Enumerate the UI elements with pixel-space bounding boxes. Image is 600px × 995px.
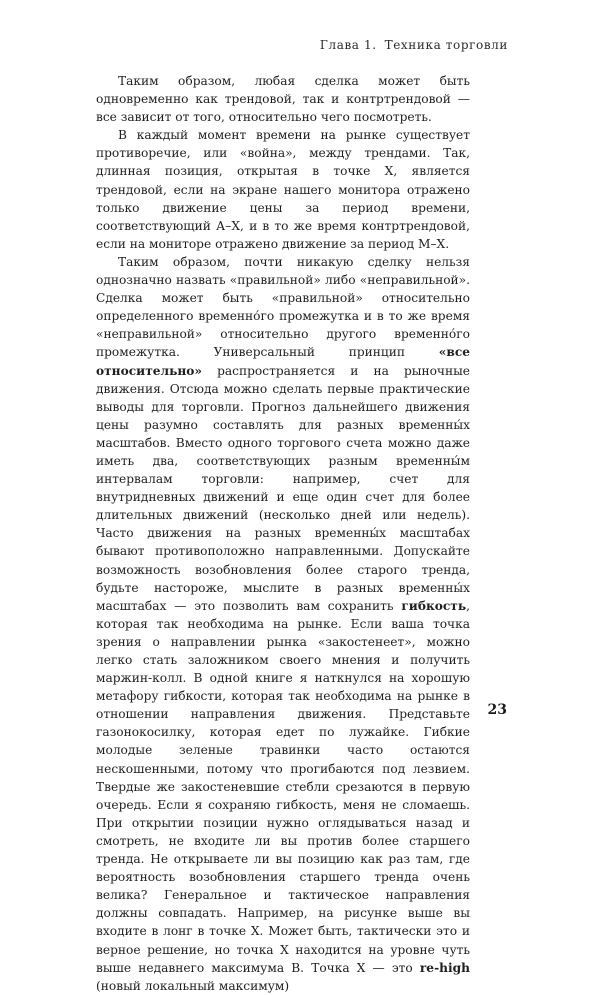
emphasis-re-high: re-high xyxy=(419,960,470,975)
chapter-title: Техника торговли xyxy=(384,38,508,52)
paragraph-3-text-a: Таким образом, почти никакую сделку нельзя однозначно назвать «правильной» либо «неправильной». Сделка может быть «правильной» относительно определенного временно́го промежутка и в то же время «неправильной» относительно другого временно́го промежутка. Универсальный принцип xyxy=(96,254,470,360)
paragraph-3-text-d: (новый локальный максимум) xyxy=(96,978,290,993)
emphasis-flexibility: гибкость xyxy=(401,598,467,613)
paragraph-3-text-b: распространяется и на рыночные движения. Отсюда можно сделать первые практические выводы для торговли. Прогноз дальнейшего движения цены разумно составлять для разных временны́х масштабов. Вместо одного торгового счета можно даже иметь два, соответствующих разным временны́м интервалам торговли: например, счет для внутридневных движений и еще один счет для более длительных движений (несколько дней или недель). Часто движения на разных временны́х масштабах бывают противоположно направленными. Допускайте возможность возобновления более старого тренда, будьте настороже, мыслите в разных временны́х масштабах — это позволить вам сохранить xyxy=(96,363,470,613)
page-body xyxy=(96,72,470,995)
chapter-label: Глава 1. xyxy=(319,38,377,52)
paragraph-3 xyxy=(96,253,470,995)
paragraph-2: В каждый момент времени на рынке существует противоречие, или «война», между трендами. Так, длинная позиция, открытая в точке X, является трендовой, если на экране нашего монитора отражено только движение цены за период времени, соответствующий А–X, и в то же время контртрендовой, если на мониторе отражено движение за период М–X. xyxy=(96,128,470,251)
paragraph-3-text-c: , которая так необходима на рынке. Если ваша точка зрения о направлении рынка «закостенеет», можно легко стать заложником своего мнения и получить маржин-колл. В одной книге я наткнулся на хорошую метафору гибкости, которая так необходима на рынке в отношении направления движения. Представьте газонокосилку, которая едет по лужайке. Гибкие молодые зеленые травинки часто остаются нескошенными, потому что прогибаются под лезвием. Твердые же закостеневшие стебли срезаются в первую очередь. Если я сохраняю гибкость, меня не сломаешь. При открытии позиции нужно оглядываться назад и смотреть, не входите ли вы против более старшего тренда. Не открываете ли вы позицию как раз там, где вероятность возобновления старшего тренда очень велика? Генеральное и тактическое направления должны совпадать. Например, на рисунке выше вы входите в лонг в точке X. Может быть, тактически это и верное решение, но точка X находится на уровне чуть выше недавнего максимума В. Точка X — это xyxy=(96,598,470,975)
running-header xyxy=(320,38,508,52)
paragraph-1: Таким образом, любая сделка может быть одновременно как трендовой, так и контртрендовой — все зависит от того, относительно чего посмотреть. xyxy=(96,74,470,125)
page-number: 23 xyxy=(487,702,507,718)
emphasis-everything-relative: «все относительно» xyxy=(96,345,470,378)
